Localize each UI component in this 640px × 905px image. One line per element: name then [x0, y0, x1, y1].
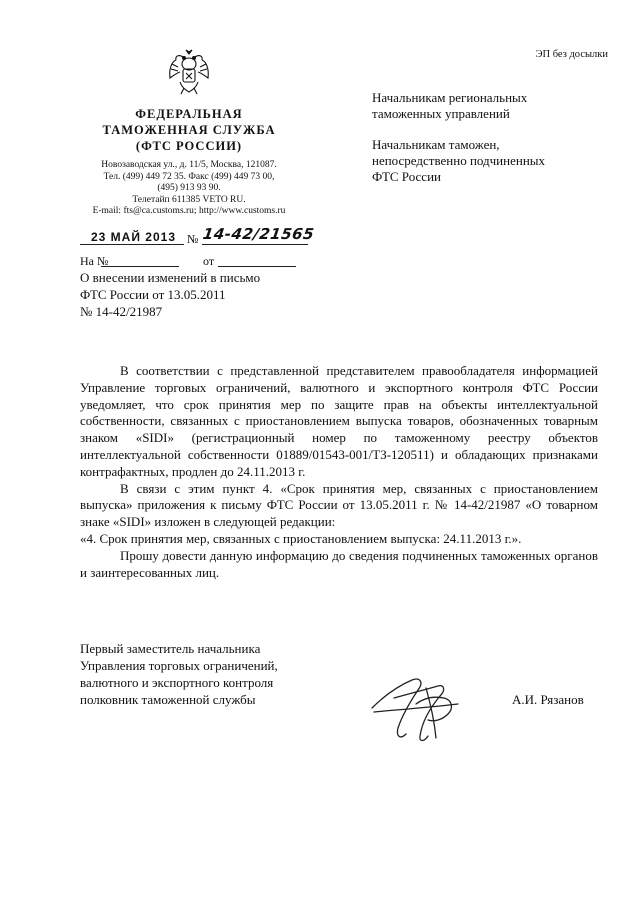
reference-date-label: от	[203, 254, 215, 268]
letter-subject	[80, 270, 260, 320]
reference-number-blank	[101, 266, 179, 267]
addressee-2-line-3: ФТС России	[372, 169, 441, 184]
subject-line-2: ФТС России от 13.05.2011	[80, 286, 226, 302]
body-paragraph-2: В связи с этим пункт 4. «Срок принятия мер, связанных с приостановлением выпуска» приложения к письму ФТС России от 13.05.2011 г. № 14-42/21987 «О товарном знаке «SIDI» изложен в следующей редакции:	[80, 480, 598, 530]
subject-line-1: О внесении изменений в письмо	[80, 270, 261, 285]
dispatch-note: ЭП без досылки	[535, 49, 608, 60]
signatory-name: А.И. Рязанов	[512, 692, 584, 707]
signatory-line-1: Первый заместитель начальника	[80, 641, 261, 656]
coat-of-arms-emblem	[166, 48, 212, 96]
agency-name	[60, 106, 318, 154]
agency-line-3: (ФТС РОССИИ)	[135, 139, 243, 153]
body-paragraph-1: В соответствии с представленной представителем правообладателя информацией Управление торговых ограничений, валютного и экспортного контроля ФТС России уведомляет, что срок принятия мер по защите прав на объекты интеллектуальной собственности, связанных с приостановлением выпуска товаров, обозначенных товарным знаком «SIDI» (регистрационный номер по таможенному реестру объектов интеллектуальной собственности 01889/01543-001/ТЗ-120511) и обладающих признаками контрафактных, продлен до 24.11.2013 г.	[80, 363, 598, 479]
addressee-1-line-2: таможенных управлений	[372, 106, 510, 121]
signatory-line-2: Управления торговых ограничений,	[80, 658, 278, 673]
signatory-title	[80, 640, 278, 708]
body-paragraph-3: «4. Срок принятия мер, связанных с приостановлением выпуска: 24.11.2013 г.».	[80, 530, 522, 546]
address-line-2: Тел. (499) 449 72 35. Факс (499) 449 73 00,	[103, 171, 275, 182]
registration-number-label: №	[187, 232, 199, 246]
addressee-block	[372, 90, 545, 200]
signatory-line-4: полковник таможенной службы	[80, 692, 256, 707]
addressee-2-line-2: непосредственно подчиненных	[372, 153, 546, 168]
agency-line-1: ФЕДЕРАЛЬНАЯ	[135, 107, 243, 121]
number-underline	[202, 244, 308, 245]
address-line-5: E-mail: fts@ca.customs.ru; http://www.customs.ru	[92, 206, 286, 217]
address-line-4: Телетайп 611385 VETO RU.	[132, 194, 246, 205]
handwritten-signature	[364, 668, 464, 746]
body-paragraph-4: Прошу довести данную информацию до сведения подчиненных таможенных органов и заинтересованных лиц.	[80, 547, 598, 580]
letter-body	[80, 363, 598, 581]
address-line-1: Новозаводская ул., д. 11/5, Москва, 121087.	[101, 160, 277, 170]
addressee-1-line-1: Начальникам региональных	[372, 90, 528, 105]
agency-address	[60, 160, 318, 218]
agency-line-2: ТАМОЖЕННАЯ СЛУЖБА	[102, 123, 276, 137]
addressee-group-2	[372, 137, 545, 185]
address-line-3: (495) 913 93 90.	[157, 183, 221, 194]
date-underline	[80, 244, 184, 245]
signatory-line-3: валютного и экспортного контроля	[80, 675, 274, 690]
reference-number-label: На №	[80, 254, 109, 268]
reference-date-blank	[218, 266, 296, 267]
registration-number: 14-42/21565	[201, 225, 316, 243]
registration-date: 23 МАЙ 2013	[91, 230, 176, 244]
addressee-group-1	[372, 90, 545, 122]
subject-line-3: № 14-42/21987	[80, 303, 163, 319]
addressee-2-line-1: Начальникам таможен,	[372, 137, 500, 152]
